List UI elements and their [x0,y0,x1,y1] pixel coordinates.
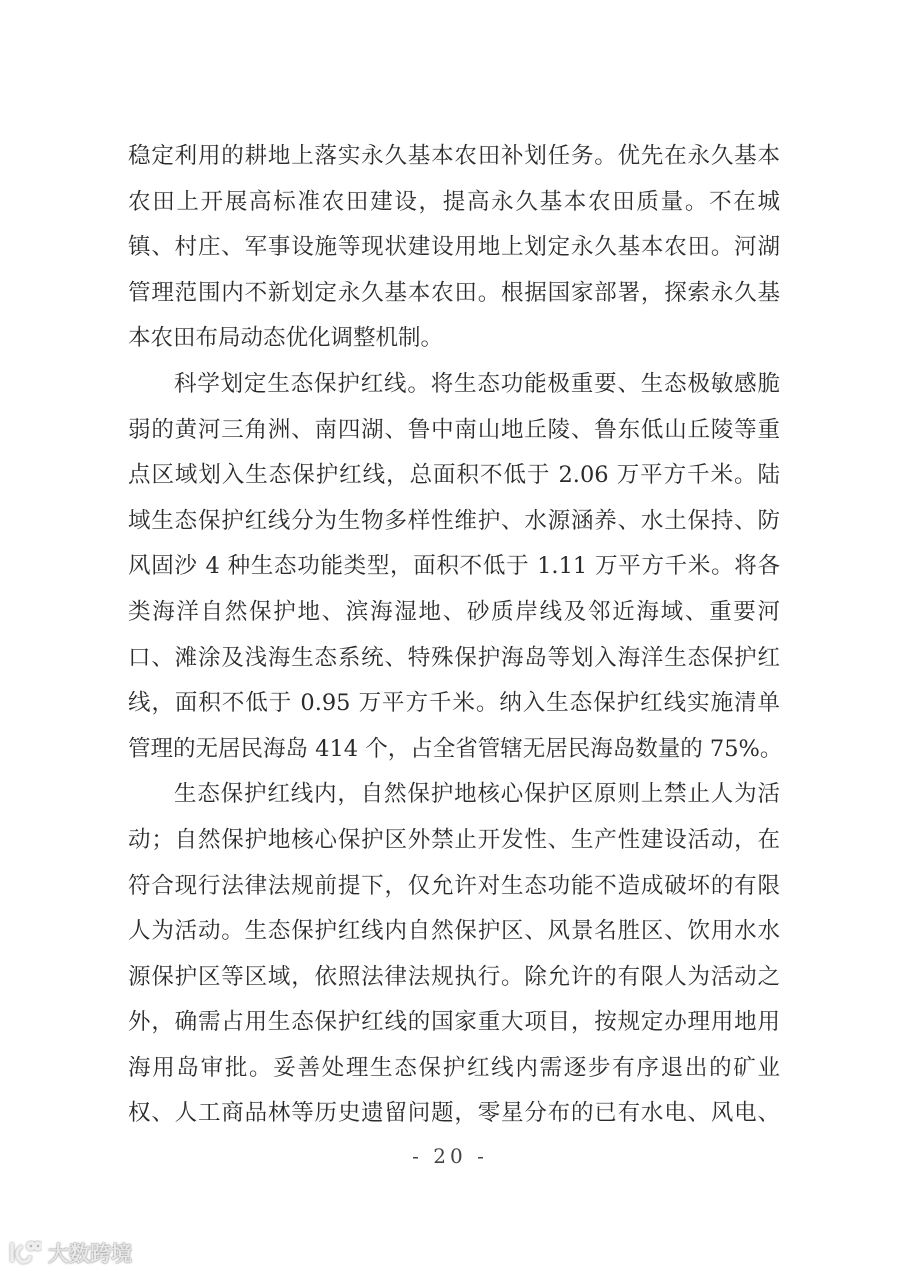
text-line: 动；自然保护地核心保护区外禁止开发性、生产性建设活动，在 [128,826,780,853]
text-line: 海用岛审批。妥善处理生态保护红线内需逐步有序退出的矿业 [128,1054,780,1081]
text-line: 线，面积不低于 0.95 万平方千米。纳入生态保护红线实施清单 [128,690,780,717]
text-line: 源保护区等区域，依照法律法规执行。除允许的有限人为活动之 [128,963,780,990]
text-line: 农田上开展高标准农田建设，提高永久基本农田质量。不在城 [128,188,780,215]
text-line: 科学划定生态保护红线。将生态功能极重要、生态极敏感脆 [174,370,780,397]
k100-logo-icon [8,1240,42,1266]
watermark [8,1238,132,1268]
text-line: 风固沙 4 种生态功能类型，面积不低于 1.11 万平方千米。将各 [128,553,780,580]
text-line: 本农田布局动态优化调整机制。 [128,325,444,352]
text-line: 口、滩涂及浅海生态系统、特殊保护海岛等划入海洋生态保护红 [128,644,780,671]
text-line: 外，确需占用生态保护红线的国家重大项目，按规定办理用地用 [128,1009,780,1036]
text-line: 管理范围内不新划定永久基本农田。根据国家部署，探索永久基 [128,279,780,306]
text-line: 生态保护红线内，自然保护地核心保护区原则上禁止人为活 [174,781,780,808]
text-line: 管理的无居民海岛 414 个，占全省管辖无居民海岛数量的 75%。 [128,735,783,762]
text-line: 镇、村庄、军事设施等现状建设用地上划定永久基本农田。河湖 [128,234,780,261]
text-line: 人为活动。生态保护红线内自然保护区、风景名胜区、饮用水水 [128,918,780,945]
text-line: 类海洋自然保护地、滨海湿地、砂质岸线及邻近海域、重要河 [128,598,780,625]
text-line: 权、人工商品林等历史遗留问题，零星分布的已有水电、风电、 [128,1100,780,1127]
text-line: 弱的黄河三角洲、南四湖、鲁中南山地丘陵、鲁东低山丘陵等重 [128,416,780,443]
watermark-text: 大数跨境 [48,1242,132,1266]
text-line: 点区域划入生态保护红线，总面积不低于 2.06 万平方千米。陆 [128,462,780,489]
text-line: 稳定利用的耕地上落实永久基本农田补划任务。优先在永久基本 [128,143,780,169]
page-number: - 20 - [412,1144,488,1168]
text-line: 符合现行法律法规前提下，仅允许对生态功能不造成破坏的有限 [128,872,780,899]
body-text [128,134,783,1137]
text-line: 域生态保护红线分为生物多样性维护、水源涵养、水土保持、防 [128,507,780,534]
